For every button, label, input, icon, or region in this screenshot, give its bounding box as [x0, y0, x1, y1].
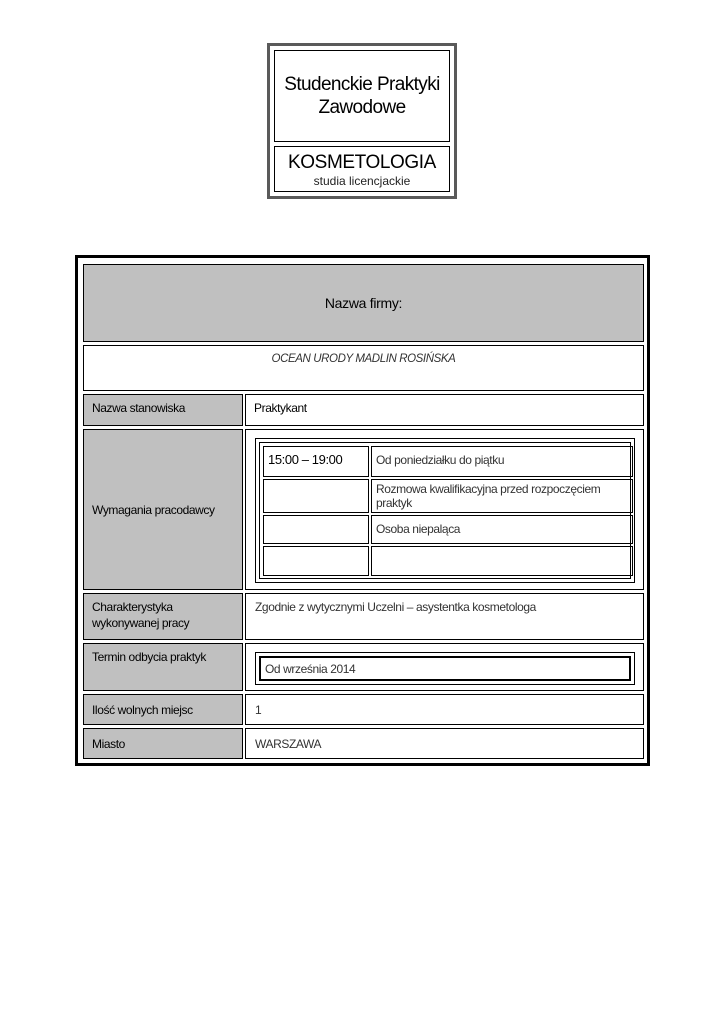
program-title: Studenckie Praktyki Zawodowe — [284, 74, 440, 118]
term-value: Od września 2014 — [259, 656, 631, 681]
requirements-label-cell — [83, 429, 243, 590]
vacancies-value: 1 — [245, 694, 644, 725]
city-label: Miasto — [83, 728, 243, 759]
requirement-non-smoker: Osoba niepaląca — [371, 515, 633, 544]
requirement-blank-3 — [263, 546, 369, 576]
requirements-label: Wymagania pracodawcy — [92, 502, 215, 517]
internship-offer-form — [75, 255, 650, 766]
requirement-blank-2 — [263, 515, 369, 544]
requirement-interview: Rozmowa kwalifikacyjna przed rozpoczęciem praktyk — [371, 479, 633, 513]
field-of-study: KOSMETOLOGIA — [288, 152, 436, 173]
term-box-frame — [255, 652, 635, 685]
study-level: studia licencjackie — [313, 174, 411, 188]
position-value: Praktykant — [245, 394, 644, 426]
requirements-table-frame — [255, 438, 635, 583]
requirement-blank-1 — [263, 479, 369, 513]
field-of-study-panel — [274, 146, 450, 192]
requirement-hours: 15:00 – 19:00 — [263, 446, 369, 477]
program-title-panel — [274, 50, 450, 142]
term-label: Termin odbycia praktyk — [83, 643, 243, 691]
company-name: OCEAN URODY MADLIN ROSIŃSKA — [83, 345, 644, 391]
program-header-box — [267, 43, 457, 199]
company-heading: Nazwa firmy: — [83, 264, 644, 342]
requirements-table — [259, 442, 631, 579]
characteristics-label: Charakterystyka wykonywanej pracy — [83, 593, 243, 640]
position-label: Nazwa stanowiska — [83, 394, 243, 426]
requirement-blank-4 — [371, 546, 633, 576]
characteristics-value: Zgodnie z wytycznymi Uczelni – asystentka kosmetologa — [245, 593, 644, 640]
city-value: WARSZAWA — [245, 728, 644, 759]
term-cell — [245, 643, 644, 691]
vacancies-label: Ilość wolnych miejsc — [83, 694, 243, 725]
requirements-cell — [245, 429, 644, 590]
requirement-days: Od poniedziałku do piątku — [371, 446, 633, 477]
